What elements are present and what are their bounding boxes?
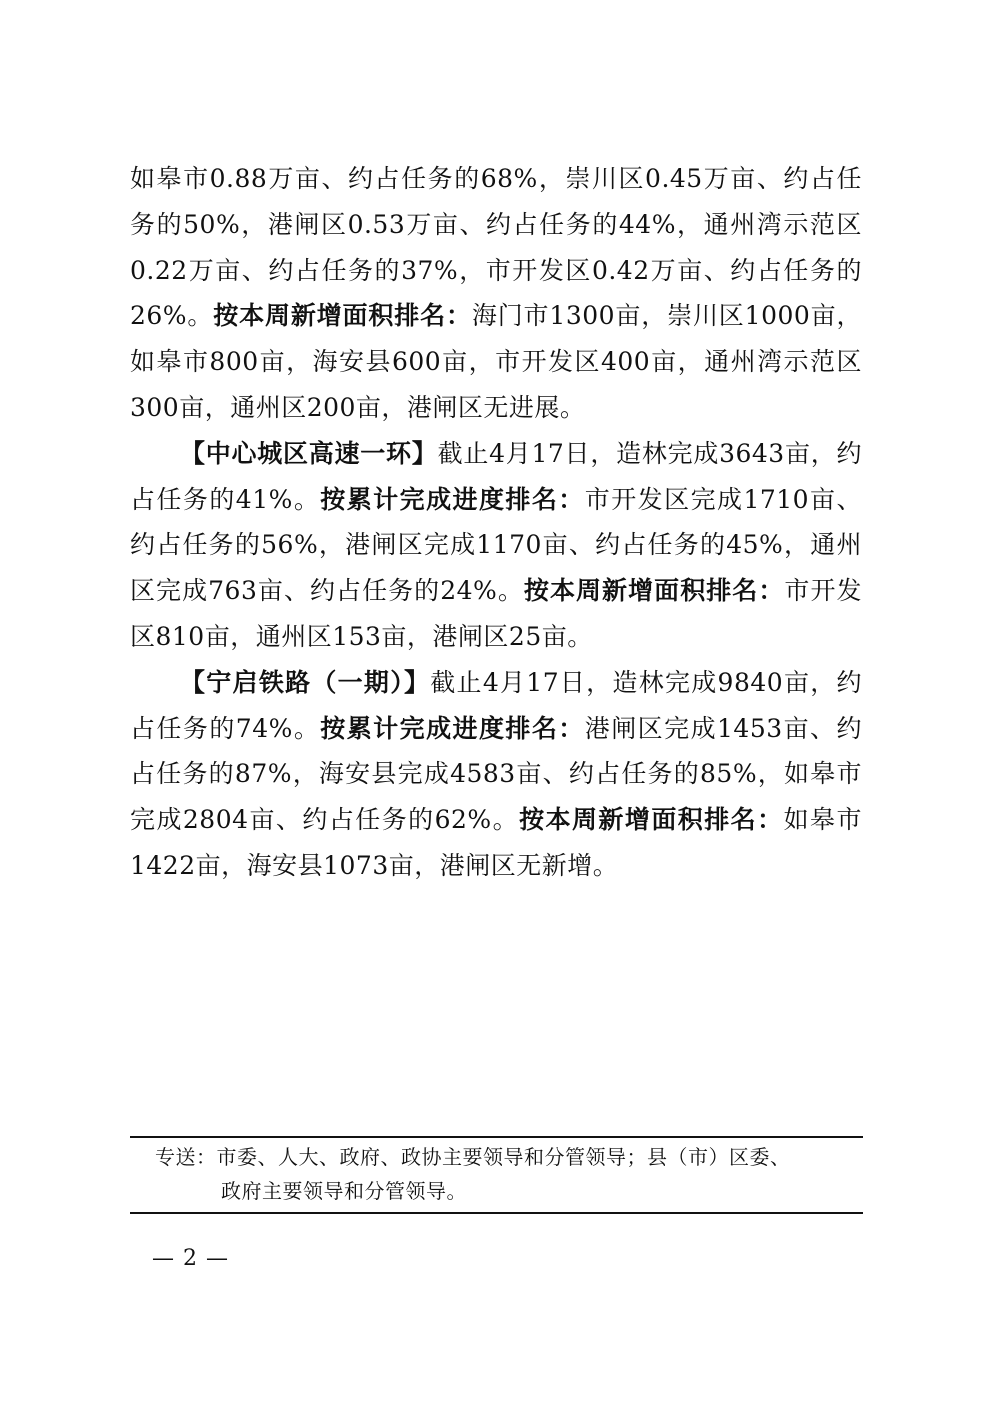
paragraph-railway <box>130 660 862 889</box>
page-number: — 2 — <box>152 1246 229 1271</box>
distribution-block <box>155 1140 855 1208</box>
section-heading-ring-expressway: 【中心城区高速一环】 <box>180 438 438 468</box>
ranking-label-weekly: 按本周新增面积排名： <box>523 576 785 606</box>
ranking-label-weekly: 按本周新增面积排名： <box>519 805 784 835</box>
paragraph-text: 如皋市0.88万亩、约占任务的68%，崇川区0.45万亩、约占任务的50%，港闸区0.53万亩、约占任务的44%，通州湾示范区0.22万亩、约占任务的37%，市开发区0.42万亩、约占任务的26%。 <box>130 164 862 331</box>
paragraph-text: 市开发区完成1710亩、约占任务的56%，港闸区完成1170亩、约占任务的45%，通州区完成763亩、约占任务的24%。 <box>130 484 862 606</box>
ranking-label-weekly: 按本周新增面积排名： <box>213 301 472 331</box>
distribution-top-rule <box>130 1136 863 1138</box>
paragraph-text: 市开发区810亩，通州区153亩，港闸区25亩。 <box>130 576 862 651</box>
paragraph-text: 如皋市1422亩，海安县1073亩，港闸区无新增。 <box>130 805 862 880</box>
distribution-recipients: 市委、人大、政府、政协主要领导和分管领导；县（市）区委、 <box>216 1145 791 1169</box>
paragraph-text: 截止4月17日，造林完成3643亩，约占任务的41%。 <box>130 438 862 514</box>
document-body <box>130 156 862 889</box>
paragraph-text: 港闸区完成1453亩、约占任务的87%，海安县完成4583亩、约占任务的85%，如皋市完成2804亩、约占任务的62%。 <box>130 713 862 835</box>
paragraph-ring-expressway <box>130 431 862 660</box>
distribution-label: 专送： <box>155 1145 217 1169</box>
paragraph-text: 截止4月17日，造林完成9840亩，约占任务的74%。 <box>130 667 862 743</box>
distribution-line-1 <box>155 1140 855 1174</box>
section-heading-railway: 【宁启铁路（一期）】 <box>180 667 431 697</box>
distribution-bottom-rule <box>130 1212 863 1214</box>
distribution-line-2: 政府主要领导和分管领导。 <box>221 1179 467 1203</box>
ranking-label-cumulative: 按累计完成进度排名： <box>320 713 585 743</box>
paragraph-text: 海门市1300亩，崇川区1000亩，如皋市800亩，海安县600亩，市开发区400亩，通州湾示范区300亩，通州区200亩，港闸区无进展。 <box>130 301 862 422</box>
paragraph-general-progress <box>130 156 862 431</box>
ranking-label-cumulative: 按累计完成进度排名： <box>320 484 585 514</box>
